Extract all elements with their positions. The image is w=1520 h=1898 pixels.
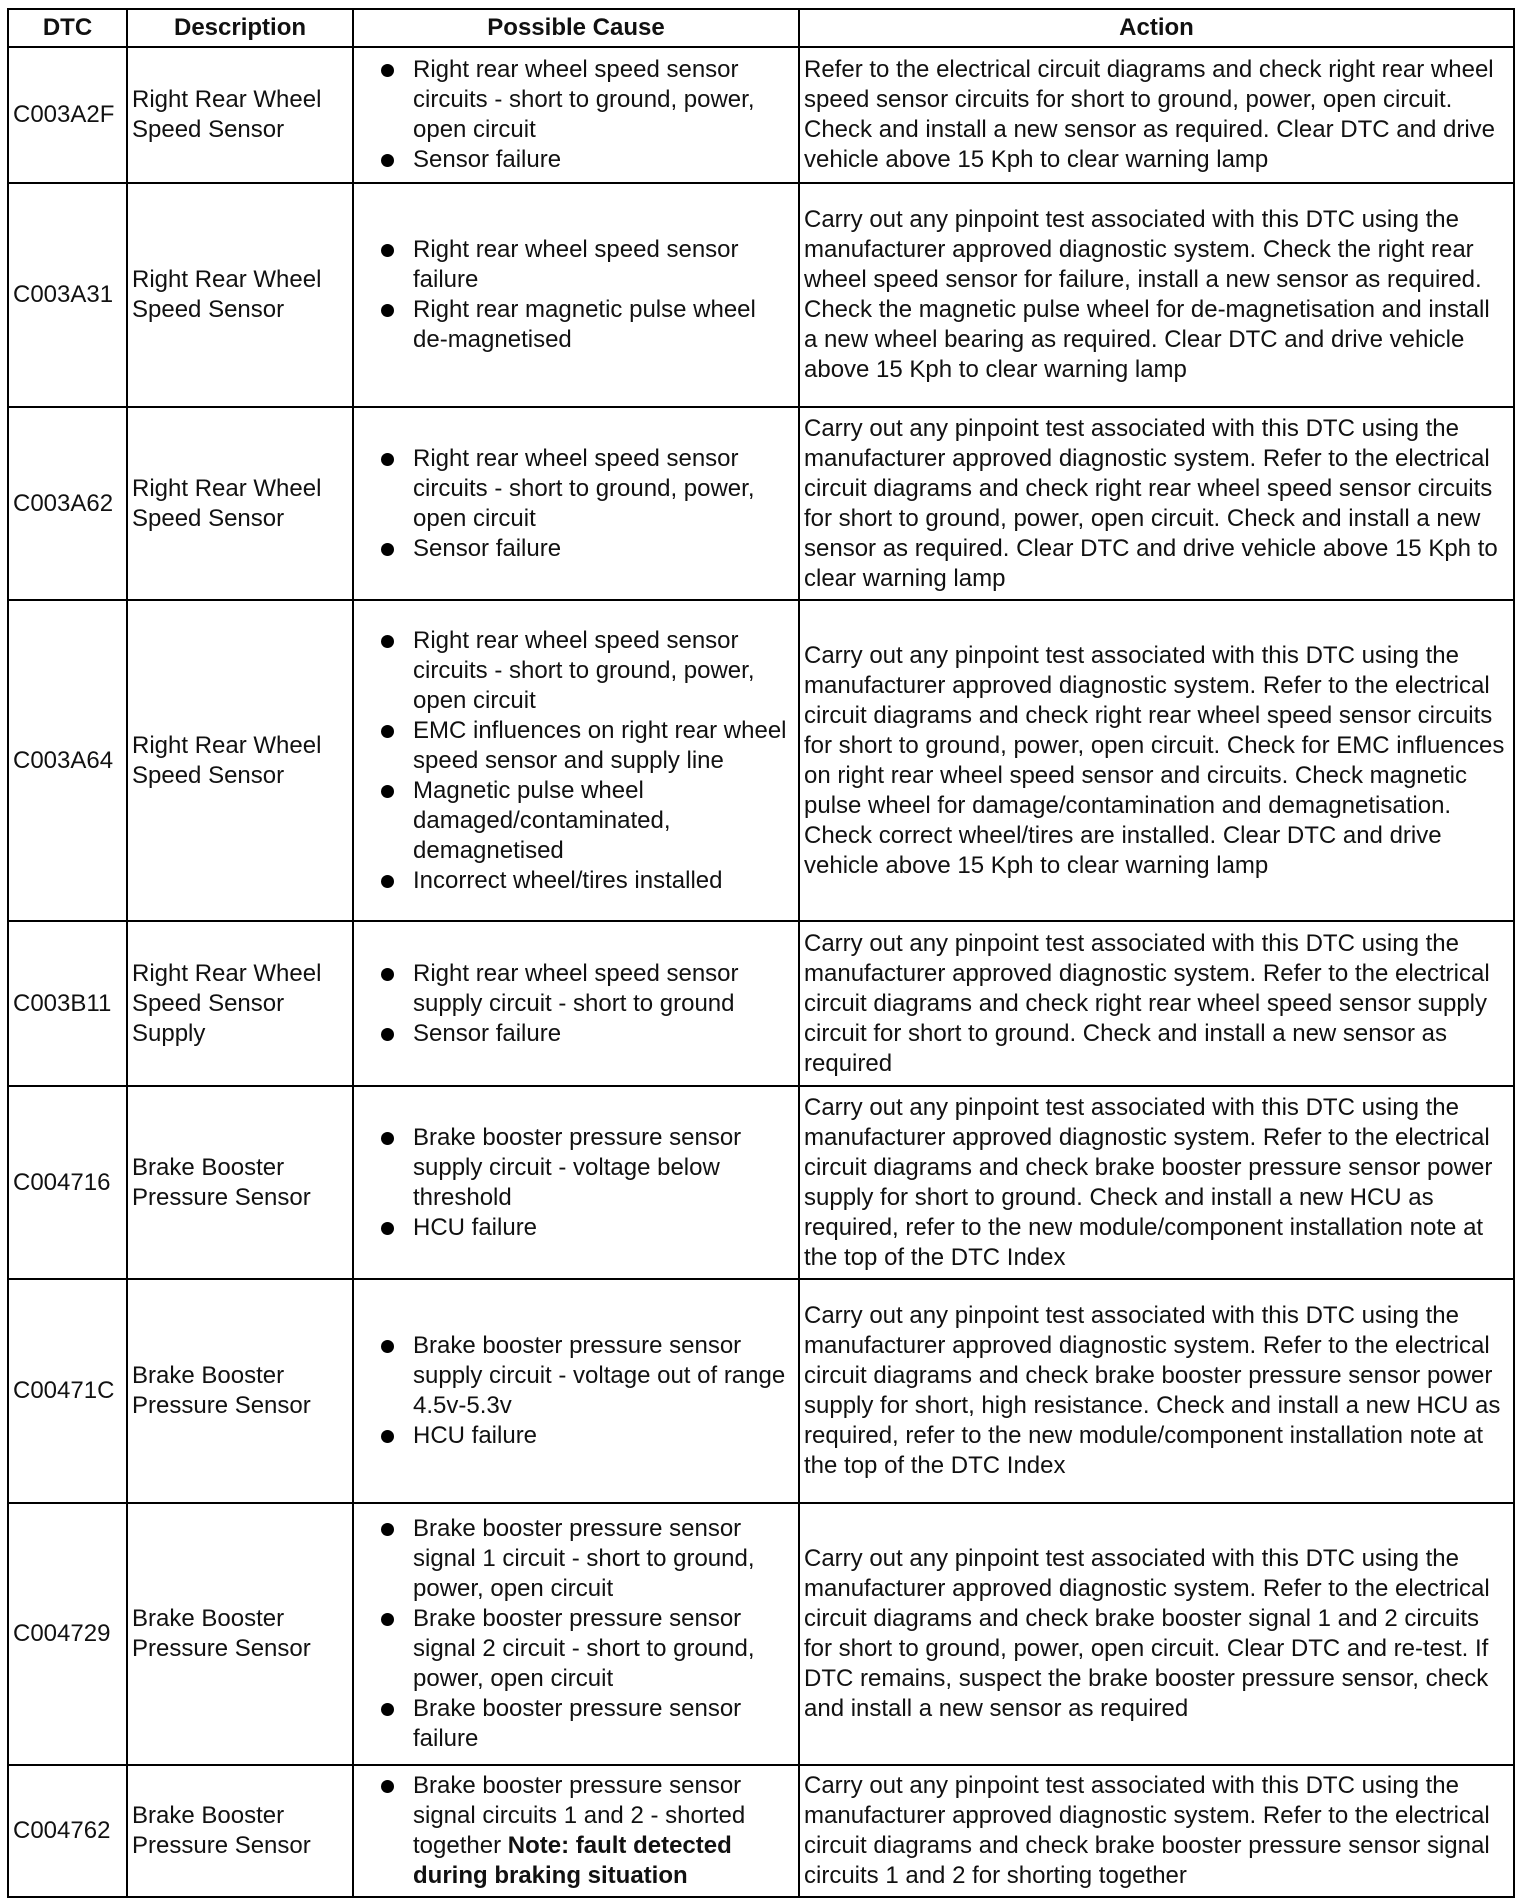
cause-item: Incorrect wheel/tires installed bbox=[358, 866, 794, 896]
header-possible-cause: Possible Cause bbox=[353, 9, 799, 47]
dtc-description: Right Rear Wheel Speed Sensor bbox=[127, 47, 353, 183]
table-row bbox=[8, 1765, 1514, 1897]
cause-item: Right rear wheel speed sensor supply circuit - short to ground bbox=[358, 959, 794, 1019]
action-text: Carry out any pinpoint test associated with this DTC using the manufacturer approved diagnostic system. Refer to the electrical circuit diagrams and check brake booster pressure sensor power supply for short, high resistance. Check and install a new HCU as required, refer to the new module/component installation note at the top of the DTC Index bbox=[799, 1279, 1514, 1503]
dtc-code: C004729 bbox=[8, 1503, 127, 1765]
table-row bbox=[8, 47, 1514, 183]
cause-text: Brake booster pressure sensor signal circuits 1 and 2 - shorted together bbox=[413, 1772, 746, 1859]
dtc-table bbox=[7, 8, 1515, 1898]
dtc-code: C003A64 bbox=[8, 600, 127, 921]
cause-item: Brake booster pressure sensor signal 1 circuit - short to ground, power, open circuit bbox=[358, 1514, 794, 1604]
action-text: Carry out any pinpoint test associated with this DTC using the manufacturer approved diagnostic system. Refer to the electrical circuit diagrams and check brake booster signal 1 and 2 circuits for short to ground, power, open circuit. Clear DTC and re-test. If DTC remains, suspect the brake booster pressure sensor, check and install a new sensor as required bbox=[799, 1503, 1514, 1765]
dtc-code: C003B11 bbox=[8, 921, 127, 1086]
cause-item bbox=[358, 1771, 794, 1891]
action-text: Carry out any pinpoint test associated with this DTC using the manufacturer approved diagnostic system. Refer to the electrical circuit diagrams and check right rear wheel speed sensor circuits for short to ground, power, open circuit. Check for EMC influences on right rear wheel speed sensor and circuits. Check magnetic pulse wheel for damage/contamination and demagnetisation. Check correct wheel/tires are installed. Clear DTC and drive vehicle above 15 Kph to clear warning lamp bbox=[799, 600, 1514, 921]
cause-list bbox=[358, 1771, 794, 1891]
action-text: Carry out any pinpoint test associated with this DTC using the manufacturer approved diagnostic system. Refer to the electrical circuit diagrams and check right rear wheel speed sensor circuits for short to ground, power, open circuit. Check and install a new sensor as required. Clear DTC and drive vehicle above 15 Kph to clear warning lamp bbox=[799, 407, 1514, 600]
dtc-description: Right Rear Wheel Speed Sensor bbox=[127, 407, 353, 600]
action-text: Carry out any pinpoint test associated with this DTC using the manufacturer approved diagnostic system. Refer to the electrical circuit diagrams and check brake booster pressure sensor power supply for short to ground. Check and install a new HCU as required, refer to the new module/component installation note at the top of the DTC Index bbox=[799, 1086, 1514, 1279]
cause-item: Brake booster pressure sensor signal 2 circuit - short to ground, power, open circuit bbox=[358, 1604, 794, 1694]
cause-item: Right rear wheel speed sensor circuits - short to ground, power, open circuit bbox=[358, 444, 794, 534]
table-header bbox=[8, 9, 1514, 47]
dtc-description: Right Rear Wheel Speed Sensor bbox=[127, 600, 353, 921]
cause-list bbox=[358, 55, 794, 175]
cause-item: Brake booster pressure sensor supply circuit - voltage below threshold bbox=[358, 1123, 794, 1213]
possible-cause-cell bbox=[353, 921, 799, 1086]
table-row bbox=[8, 1503, 1514, 1765]
cause-item: Sensor failure bbox=[358, 1019, 794, 1049]
dtc-code: C003A31 bbox=[8, 183, 127, 407]
dtc-code: C003A2F bbox=[8, 47, 127, 183]
dtc-description: Brake Booster Pressure Sensor bbox=[127, 1279, 353, 1503]
possible-cause-cell bbox=[353, 1086, 799, 1279]
possible-cause-cell bbox=[353, 600, 799, 921]
cause-list bbox=[358, 959, 794, 1049]
table-body bbox=[8, 47, 1514, 1897]
dtc-description: Right Rear Wheel Speed Sensor Supply bbox=[127, 921, 353, 1086]
note-label: Note: bbox=[507, 1832, 570, 1859]
table-row bbox=[8, 1086, 1514, 1279]
cause-list bbox=[358, 444, 794, 564]
header-dtc: DTC bbox=[8, 9, 127, 47]
dtc-code: C00471C bbox=[8, 1279, 127, 1503]
dtc-description: Right Rear Wheel Speed Sensor bbox=[127, 183, 353, 407]
possible-cause-cell bbox=[353, 183, 799, 407]
cause-item: Sensor failure bbox=[358, 145, 794, 175]
cause-item: Right rear wheel speed sensor failure bbox=[358, 235, 794, 295]
cause-list bbox=[358, 235, 794, 355]
note-text: fault detected during braking situation bbox=[413, 1832, 732, 1889]
dtc-description: Brake Booster Pressure Sensor bbox=[127, 1503, 353, 1765]
action-text: Carry out any pinpoint test associated with this DTC using the manufacturer approved diagnostic system. Check the right rear wheel speed sensor for failure, install a new sensor as required. Check the magnetic pulse wheel for de-magnetisation and install a new wheel bearing as required. Clear DTC and drive vehicle above 15 Kph to clear warning lamp bbox=[799, 183, 1514, 407]
dtc-table-container bbox=[7, 8, 1513, 1898]
cause-item: HCU failure bbox=[358, 1213, 794, 1243]
header-action: Action bbox=[799, 9, 1514, 47]
header-row bbox=[8, 9, 1514, 47]
dtc-code: C003A62 bbox=[8, 407, 127, 600]
possible-cause-cell bbox=[353, 1279, 799, 1503]
cause-item: Right rear wheel speed sensor circuits - short to ground, power, open circuit bbox=[358, 626, 794, 716]
possible-cause-cell bbox=[353, 1503, 799, 1765]
possible-cause-cell bbox=[353, 1765, 799, 1897]
possible-cause-cell bbox=[353, 47, 799, 183]
table-row bbox=[8, 407, 1514, 600]
cause-item: Right rear wheel speed sensor circuits - short to ground, power, open circuit bbox=[358, 55, 794, 145]
cause-item: Right rear magnetic pulse wheel de-magnetised bbox=[358, 295, 794, 355]
dtc-description: Brake Booster Pressure Sensor bbox=[127, 1086, 353, 1279]
dtc-code: C004762 bbox=[8, 1765, 127, 1897]
table-row bbox=[8, 183, 1514, 407]
table-row bbox=[8, 921, 1514, 1086]
cause-item: HCU failure bbox=[358, 1421, 794, 1451]
cause-item: Magnetic pulse wheel damaged/contaminated, demagnetised bbox=[358, 776, 794, 866]
cause-item: EMC influences on right rear wheel speed sensor and supply line bbox=[358, 716, 794, 776]
possible-cause-cell bbox=[353, 407, 799, 600]
action-text: Refer to the electrical circuit diagrams and check right rear wheel speed sensor circuits for short to ground, power, open circuit. Check and install a new sensor as required. Clear DTC and drive vehicle above 15 Kph to clear warning lamp bbox=[799, 47, 1514, 183]
table-row bbox=[8, 600, 1514, 921]
cause-list bbox=[358, 1514, 794, 1754]
header-description: Description bbox=[127, 9, 353, 47]
cause-list bbox=[358, 1331, 794, 1451]
action-text: Carry out any pinpoint test associated with this DTC using the manufacturer approved diagnostic system. Refer to the electrical circuit diagrams and check brake booster pressure sensor signal circuits 1 and 2 for shorting together bbox=[799, 1765, 1514, 1897]
dtc-description: Brake Booster Pressure Sensor bbox=[127, 1765, 353, 1897]
cause-item: Brake booster pressure sensor failure bbox=[358, 1694, 794, 1754]
dtc-code: C004716 bbox=[8, 1086, 127, 1279]
cause-list bbox=[358, 1123, 794, 1243]
action-text: Carry out any pinpoint test associated with this DTC using the manufacturer approved diagnostic system. Refer to the electrical circuit diagrams and check right rear wheel speed sensor supply circuit for short to ground. Check and install a new sensor as required bbox=[799, 921, 1514, 1086]
cause-item: Brake booster pressure sensor supply circuit - voltage out of range 4.5v-5.3v bbox=[358, 1331, 794, 1421]
cause-list bbox=[358, 626, 794, 896]
table-row bbox=[8, 1279, 1514, 1503]
cause-item: Sensor failure bbox=[358, 534, 794, 564]
